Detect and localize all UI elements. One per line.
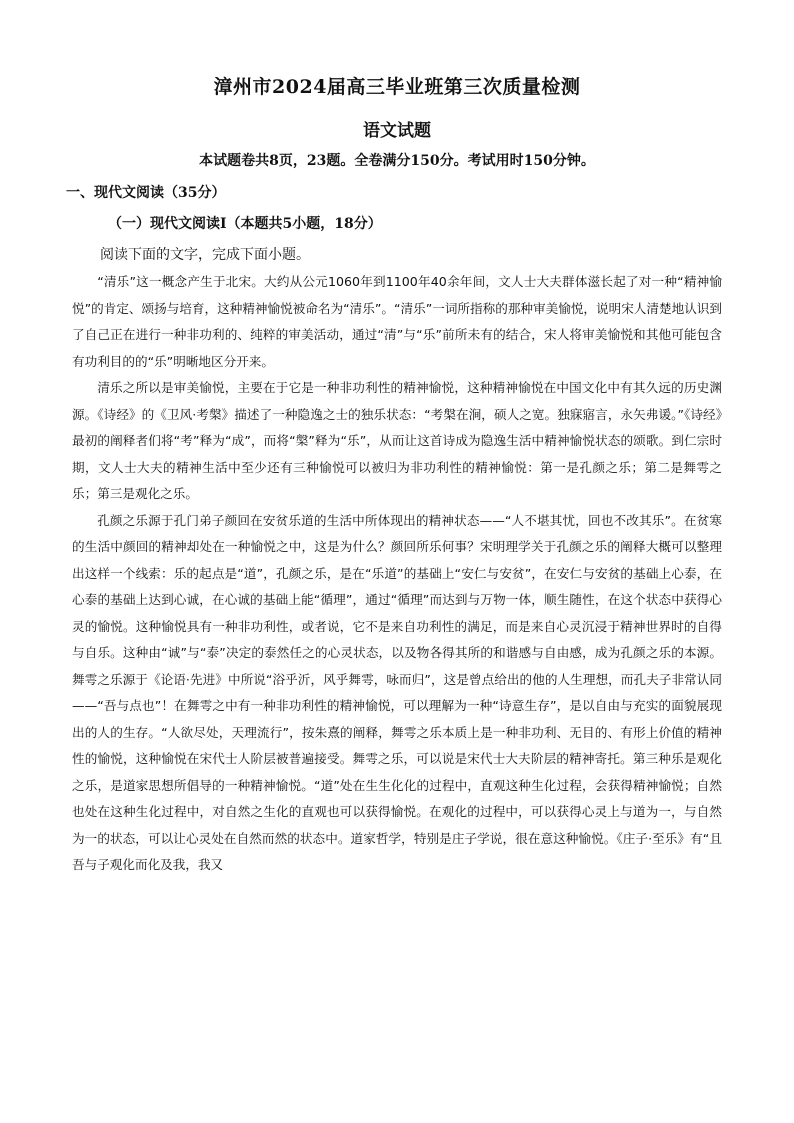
exam-subtitle: 语文试题 <box>363 121 431 141</box>
section-heading: 一、现代文阅读（35分） <box>66 185 226 201</box>
passage-paragraph: “清乐”这一概念产生于北宋。大约从公元1060年到1100年40余年间，文人士大夫群体滋长起了对一种“精神愉悦”的肯定、颂扬与培育，这种精神愉悦被命名为“清乐”。“清乐”一词所指称的那种审美愉悦，说明宋人清楚地认识到了自己正在进行一种非功利的、纯粹的审美活动，通过“清”与“乐”前所未有的结合，宋人将审美愉悦和其他可能包含有功利目的的“乐”明晰地区分开来。 <box>72 274 722 369</box>
reading-instruction: 阅读下面的文字，完成下面小题。 <box>100 247 310 263</box>
passage-paragraph: 清乐之所以是审美愉悦，主要在于它是一种非功利性的精神愉悦，这种精神愉悦在中国文化中有其久远的历史渊源。《诗经》的《卫风·考槃》描述了一种隐逸之士的独乐状态：“考槃在涧，硕人之宽。独寐寤言，永矢弗谖。”《诗经》最初的阐释者们将“考”释为“成”，而将“槃”释为“乐”，从而让这首诗成为隐逸生活中精神愉悦状态的颂歌。到仁宗时期，文人士大夫的精神生活中至少还有三种愉悦可以被归为非功利性的精神愉悦：第一是孔颜之乐；第二是舞雩之乐；第三是观化之乐。 <box>72 380 722 501</box>
exam-info: 本试题卷共8页，23题。全卷满分150分。考试用时150分钟。 <box>199 153 595 169</box>
exam-title: 漳州市2024届高三毕业班第三次质量检测 <box>213 76 581 98</box>
passage-body <box>72 269 722 879</box>
passage-paragraph: 孔颜之乐源于孔门弟子颜回在安贫乐道的生活中所体现出的精神状态——“人不堪其忧，回也不改其乐”。在贫寒的生活中颜回的精神却处在一种愉悦之中，这是为什么？颜回所乐何事？宋明理学关于孔颜之乐的阐释大概可以整理出这样一个线索：乐的起点是“道”，孔颜之乐，是在“乐道”的基础上“安仁与安贫”，在安仁与安贫的基础上心泰，在心泰的基础上达到心诚，在心诚的基础上能“循理”，通过“循理”而达到与万物一体，顺生随性，在这个状态中获得心灵的愉悦。这种愉悦具有一种非功利性，或者说，它不是来自功利性的满足，而是来自心灵沉浸于精神世界时的自得与自乐。这种由“诚”与“泰”决定的泰然任之的心灵状态，以及物各得其所的和谐感与自由感，成为孔颜之乐的本源。舞雩之乐源于《论语·先进》中所说“浴乎沂，风乎舞雩，咏而归”，这是曾点给出的他的人生理想，而孔夫子非常认同——“吾与点也”！在舞雩之中有一种非功利性的精神愉悦，可以理解为一种“诗意生存”，是以自由与充实的面貌展现出的人的生存。“人欲尽处，天理流行”，按朱熹的阐释，舞雩之乐本质上是一种非功利、无目的、有形上价值的精神性的愉悦，这种愉悦在宋代士人阶层被普遍接受。舞雩之乐，可以说是宋代士大夫阶层的精神寄托。第三种乐是观化之乐，是道家思想所倡导的一种精神愉悦。“道”处在生生化化的过程中，直观这种生化过程，会获得精神愉悦；自然也处在这种生化过程中，对自然之生化的直观也可以获得愉悦。在观化的过程中，可以获得心灵上与道为一，与自然为一的状态，可以让心灵处在自然而然的状态中。道家哲学，特别是庄子学说，很在意这种愉悦。《庄子·至乐》有“且吾与子观化而化及我，我又 <box>72 512 722 872</box>
subsection-heading: （一）现代文阅读Ⅰ（本题共5小题，18分） <box>108 216 382 232</box>
